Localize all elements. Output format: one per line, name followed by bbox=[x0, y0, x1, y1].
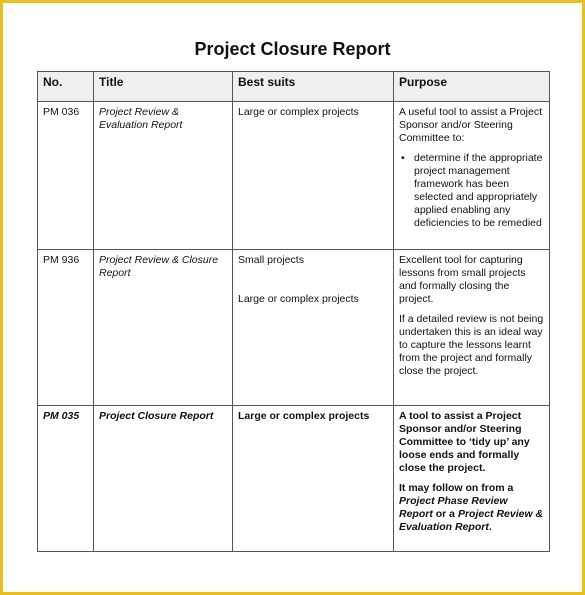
list-item bbox=[401, 152, 544, 230]
purpose-intro: A useful tool to assist a Project Sponsor and/or Steering Committee to: bbox=[399, 106, 542, 144]
cell-no: PM 035 bbox=[38, 406, 94, 552]
cell-title: Project Review & Closure Report bbox=[94, 250, 233, 406]
header-best-suits: Best suits bbox=[233, 72, 394, 102]
reference-review-evaluation-report: Project Review & Evaluation Report bbox=[399, 508, 544, 533]
cell-purpose bbox=[394, 250, 550, 406]
cell-title: Project Review & Evaluation Report bbox=[94, 102, 233, 250]
header-no: No. bbox=[38, 72, 94, 102]
best-suits-primary: Small projects bbox=[238, 254, 304, 266]
purpose-connector-text: or a bbox=[432, 508, 458, 520]
cell-purpose bbox=[394, 102, 550, 250]
header-title: Title bbox=[94, 72, 233, 102]
document-title: Project Closure Report bbox=[194, 39, 391, 59]
best-suits-secondary: Large or complex projects bbox=[238, 293, 359, 305]
reference-phase-review-report: Project Phase Review Report bbox=[399, 495, 508, 520]
bullet-icon: • bbox=[401, 152, 405, 164]
purpose-paragraph-1: A tool to assist a Project Sponsor and/or Steering Committee to ‘tidy up’ any loose ends and formally close the project. bbox=[399, 410, 530, 474]
cell-best-suits bbox=[233, 250, 394, 406]
table-row bbox=[38, 102, 550, 250]
document-page bbox=[3, 3, 582, 592]
purpose-bullet-list bbox=[399, 152, 544, 230]
purpose-lead-text: It may follow on from a bbox=[399, 482, 514, 494]
purpose-paragraph-2: If a detailed review is not being undertaken this is an ideal way to capture the lessons learnt from the project and formally close the project. bbox=[399, 313, 544, 377]
purpose-end-text: . bbox=[488, 521, 492, 533]
purpose-paragraph-2 bbox=[399, 482, 544, 534]
cell-title: Project Closure Report bbox=[94, 406, 233, 552]
purpose-bullet-text: determine if the appropriate project management framework has been selected and appropriately applied enabling any deficiencies to be remedied bbox=[414, 152, 543, 229]
header-purpose: Purpose bbox=[394, 72, 550, 102]
cell-best-suits: Large or complex projects bbox=[233, 102, 394, 250]
table-row bbox=[38, 406, 550, 552]
report-table bbox=[37, 71, 550, 552]
cell-purpose bbox=[394, 406, 550, 552]
cell-no: PM 936 bbox=[38, 250, 94, 406]
table-header-row bbox=[38, 72, 550, 102]
cell-best-suits: Large or complex projects bbox=[233, 406, 394, 552]
spacer bbox=[238, 267, 388, 293]
table-row bbox=[38, 250, 550, 406]
cell-no: PM 036 bbox=[38, 102, 94, 250]
purpose-paragraph-1: Excellent tool for capturing lessons from small projects and formally closing the project. bbox=[399, 254, 526, 305]
